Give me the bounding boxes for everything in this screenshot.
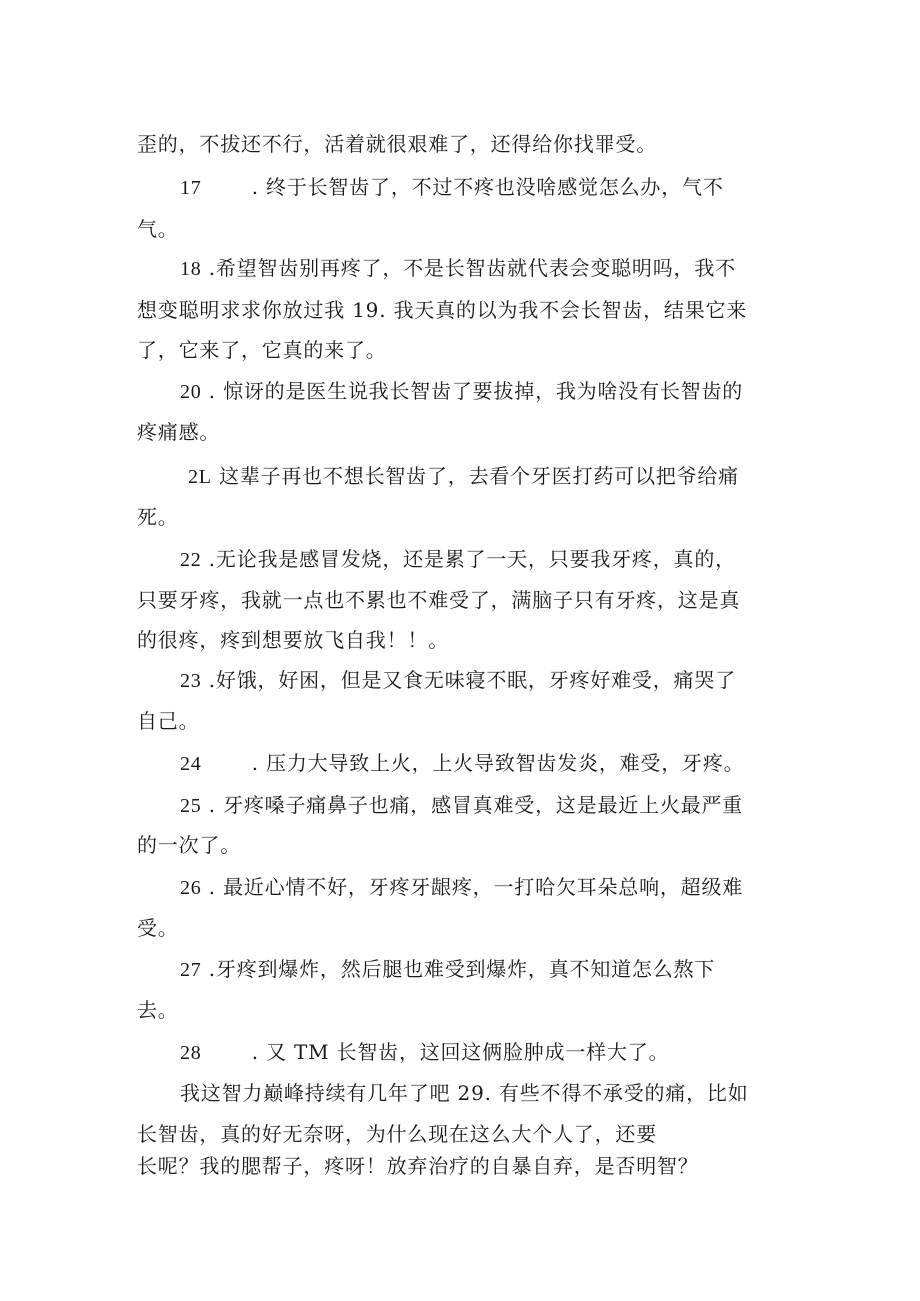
- text-line: 气。: [137, 217, 179, 241]
- text-line: 死。: [137, 505, 179, 529]
- list-item-22: 22 .无论我是感冒发烧，还是累了一天，只要我牙疼，真的，: [180, 547, 736, 571]
- list-item-17: 17 . 终于长智齿了，不过不疼也没啥感觉怎么办，气不: [180, 175, 724, 199]
- text-line: 的一次了。: [137, 833, 241, 857]
- list-item-20: 20 . 惊讶的是医生说我长智齿了要拔掉，我为啥没有长智齿的: [180, 379, 744, 403]
- list-item-24: 24 . 压力大导致上火，上火导致智齿发炎，难受，牙疼。: [180, 751, 745, 775]
- list-item-21: 2L 这辈子再也不想长智齿了，去看个牙医打药可以把爷给痛: [188, 464, 739, 488]
- text-line: 我这智力巅峰持续有几年了吧 29. 有些不得不承受的痛，比如: [180, 1081, 749, 1105]
- text-line: 歪的，不拔还不行，活着就很艰难了，还得给你找罪受。: [137, 132, 657, 156]
- list-item-26: 26 . 最近心情不好，牙疼牙龈疼，一打哈欠耳朵总响，超级难: [180, 875, 744, 899]
- text-line: 想变聪明求求你放过我 19. 我天真的以为我不会长智齿，结果它来: [137, 298, 748, 322]
- list-item-27: 27 .牙疼到爆炸，然后腿也难受到爆炸，真不知道怎么熬下: [180, 957, 716, 981]
- text-line: 疼痛感。: [137, 420, 221, 444]
- text-line: 自己。: [137, 709, 200, 733]
- list-item-23: 23 .好饿，好困，但是又食无味寝不眠，牙疼好难受，痛哭了: [180, 668, 736, 692]
- text-line: 长呢？我的腮帮子，疼呀！放弃治疗的自暴自弃，是否明智？: [137, 1154, 699, 1178]
- text-line: 长智齿，真的好无奈呀，为什么现在这么大个人了，还要: [137, 1122, 657, 1146]
- list-item-18: 18 .希望智齿别再疼了，不是长智齿就代表会变聪明吗，我不: [180, 256, 736, 280]
- text-line: 受。: [137, 916, 179, 940]
- text-line: 的很疼，疼到想要放飞自我！！。: [137, 628, 449, 652]
- text-line: 了，它来了，它真的来了。: [137, 338, 387, 362]
- list-item-28: 28 . 又 TM 长智齿，这回这俩脸肿成一样大了。: [180, 1040, 670, 1064]
- text-line: 只要牙疼，我就一点也不累也不难受了，满脑子只有牙疼，这是真: [137, 588, 741, 612]
- text-line: 去。: [137, 998, 179, 1022]
- list-item-25: 25 . 牙疼嗓子痛鼻子也痛，感冒真难受，这是最近上火最严重: [180, 793, 744, 817]
